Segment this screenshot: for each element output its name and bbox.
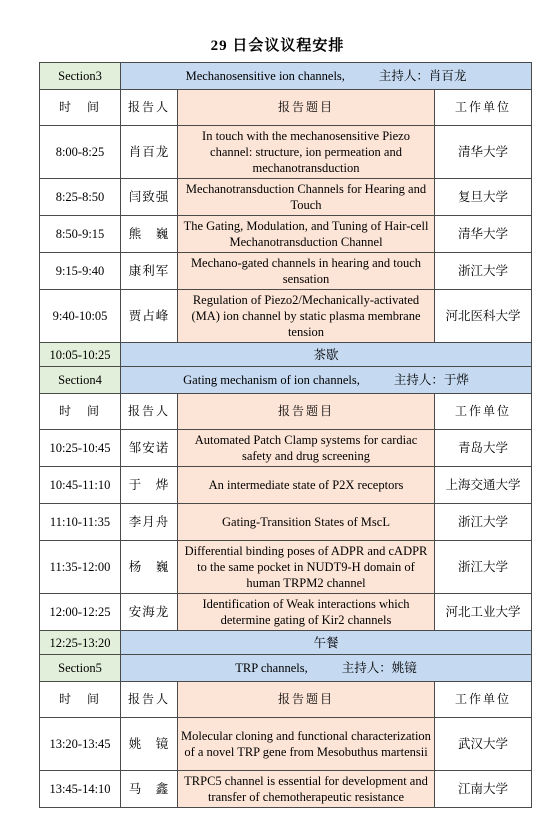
talk-time: 8:50-9:15 [40, 216, 121, 253]
section-name: Mechanosensitive ion channels, [185, 69, 345, 83]
talk-unit: 江南大学 [435, 771, 532, 808]
talk-speaker: 贾占峰 [121, 290, 178, 343]
talk-row [40, 216, 532, 253]
talk-unit: 清华大学 [435, 216, 532, 253]
section-title [121, 655, 532, 682]
talk-unit: 武汉大学 [435, 718, 532, 771]
break-time: 12:25-13:20 [40, 631, 121, 655]
talk-row [40, 467, 532, 504]
agenda-title: 29 日会议议程安排 [210, 38, 345, 54]
header-unit: 工作单位 [435, 394, 532, 430]
talk-time: 8:00-8:25 [40, 126, 121, 179]
talk-row [40, 718, 532, 771]
talk-unit: 浙江大学 [435, 253, 532, 290]
talk-unit: 青岛大学 [435, 430, 532, 467]
talk-unit: 河北工业大学 [435, 594, 532, 631]
talk-time: 13:45-14:10 [40, 771, 121, 808]
talk-row [40, 253, 532, 290]
header-speaker: 报告人 [121, 682, 178, 718]
section-moderator: 主持人：肖百龙 [378, 69, 467, 83]
section-moderator: 主持人：于烨 [393, 373, 469, 387]
talk-row [40, 290, 532, 343]
talk-time: 8:25-8:50 [40, 179, 121, 216]
section-label: Section3 [40, 63, 121, 90]
talk-topic: In touch with the mechanosensitive Piezo channel: structure, ion permeation and mechanotransduction [178, 126, 435, 179]
break-row [40, 343, 532, 367]
header-topic: 报告题目 [178, 90, 435, 126]
section-name: Gating mechanism of ion channels, [183, 373, 360, 387]
talk-time: 10:45-11:10 [40, 467, 121, 504]
agenda-table [39, 62, 532, 808]
talk-unit: 浙江大学 [435, 504, 532, 541]
talk-time: 13:20-13:45 [40, 718, 121, 771]
talk-row [40, 541, 532, 594]
talk-topic: Gating-Transition States of MscL [178, 504, 435, 541]
header-row [40, 90, 532, 126]
talk-speaker: 杨 巍 [121, 541, 178, 594]
talk-topic: Differential binding poses of ADPR and cADPR to the same pocket in NUDT9-H domain of human TRPM2 channel [178, 541, 435, 594]
header-topic: 报告题目 [178, 394, 435, 430]
section-row [40, 367, 532, 394]
talk-speaker: 肖百龙 [121, 126, 178, 179]
break-time: 10:05-10:25 [40, 343, 121, 367]
talk-speaker: 熊 巍 [121, 216, 178, 253]
header-time: 时 间 [40, 682, 121, 718]
talk-topic: The Gating, Modulation, and Tuning of Hair-cell Mechanotransduction Channel [178, 216, 435, 253]
talk-row [40, 179, 532, 216]
talk-speaker: 马 鑫 [121, 771, 178, 808]
talk-topic: Automated Patch Clamp systems for cardiac safety and drug screening [178, 430, 435, 467]
talk-unit: 浙江大学 [435, 541, 532, 594]
talk-time: 9:40-10:05 [40, 290, 121, 343]
talk-row [40, 504, 532, 541]
talk-speaker: 康利军 [121, 253, 178, 290]
talk-speaker: 于 烨 [121, 467, 178, 504]
talk-time: 10:25-10:45 [40, 430, 121, 467]
section-title [121, 367, 532, 394]
break-label: 午餐 [121, 631, 532, 655]
break-label: 茶歇 [121, 343, 532, 367]
talk-speaker: 安海龙 [121, 594, 178, 631]
section-label: Section4 [40, 367, 121, 394]
talk-unit: 河北医科大学 [435, 290, 532, 343]
talk-topic: TRPC5 channel is essential for development and transfer of chemotherapeutic resistance [178, 771, 435, 808]
talk-time: 12:00-12:25 [40, 594, 121, 631]
talk-time: 11:10-11:35 [40, 504, 121, 541]
talk-row [40, 594, 532, 631]
talk-speaker: 邹安诺 [121, 430, 178, 467]
section-title [121, 63, 532, 90]
talk-topic: Mechano-gated channels in hearing and touch sensation [178, 253, 435, 290]
header-speaker: 报告人 [121, 90, 178, 126]
talk-topic: Molecular cloning and functional characterization of a novel TRP gene from Mesobuthus martensii [178, 718, 435, 771]
talk-time: 11:35-12:00 [40, 541, 121, 594]
talk-topic: Regulation of Piezo2/Mechanically-activated (MA) ion channel by static plasma membrane tension [178, 290, 435, 343]
talk-unit: 清华大学 [435, 126, 532, 179]
header-unit: 工作单位 [435, 682, 532, 718]
talk-topic: Mechanotransduction Channels for Hearing and Touch [178, 179, 435, 216]
talk-unit: 上海交通大学 [435, 467, 532, 504]
section-row [40, 63, 532, 90]
header-row [40, 682, 532, 718]
header-unit: 工作单位 [435, 90, 532, 126]
talk-topic: Identification of Weak interactions which determine gating of Kir2 channels [178, 594, 435, 631]
talk-speaker: 姚 镜 [121, 718, 178, 771]
header-time: 时 间 [40, 394, 121, 430]
talk-speaker: 闫致强 [121, 179, 178, 216]
section-name: TRP channels, [235, 661, 308, 675]
header-time: 时 间 [40, 90, 121, 126]
talk-row [40, 771, 532, 808]
section-row [40, 655, 532, 682]
header-row [40, 394, 532, 430]
talk-unit: 复旦大学 [435, 179, 532, 216]
section-label: Section5 [40, 655, 121, 682]
talk-time: 9:15-9:40 [40, 253, 121, 290]
talk-topic: An intermediate state of P2X receptors [178, 467, 435, 504]
section-moderator: 主持人：姚镜 [341, 661, 417, 675]
talk-speaker: 李月舟 [121, 504, 178, 541]
talk-row [40, 126, 532, 179]
header-speaker: 报告人 [121, 394, 178, 430]
talk-row [40, 430, 532, 467]
header-topic: 报告题目 [178, 682, 435, 718]
break-row [40, 631, 532, 655]
